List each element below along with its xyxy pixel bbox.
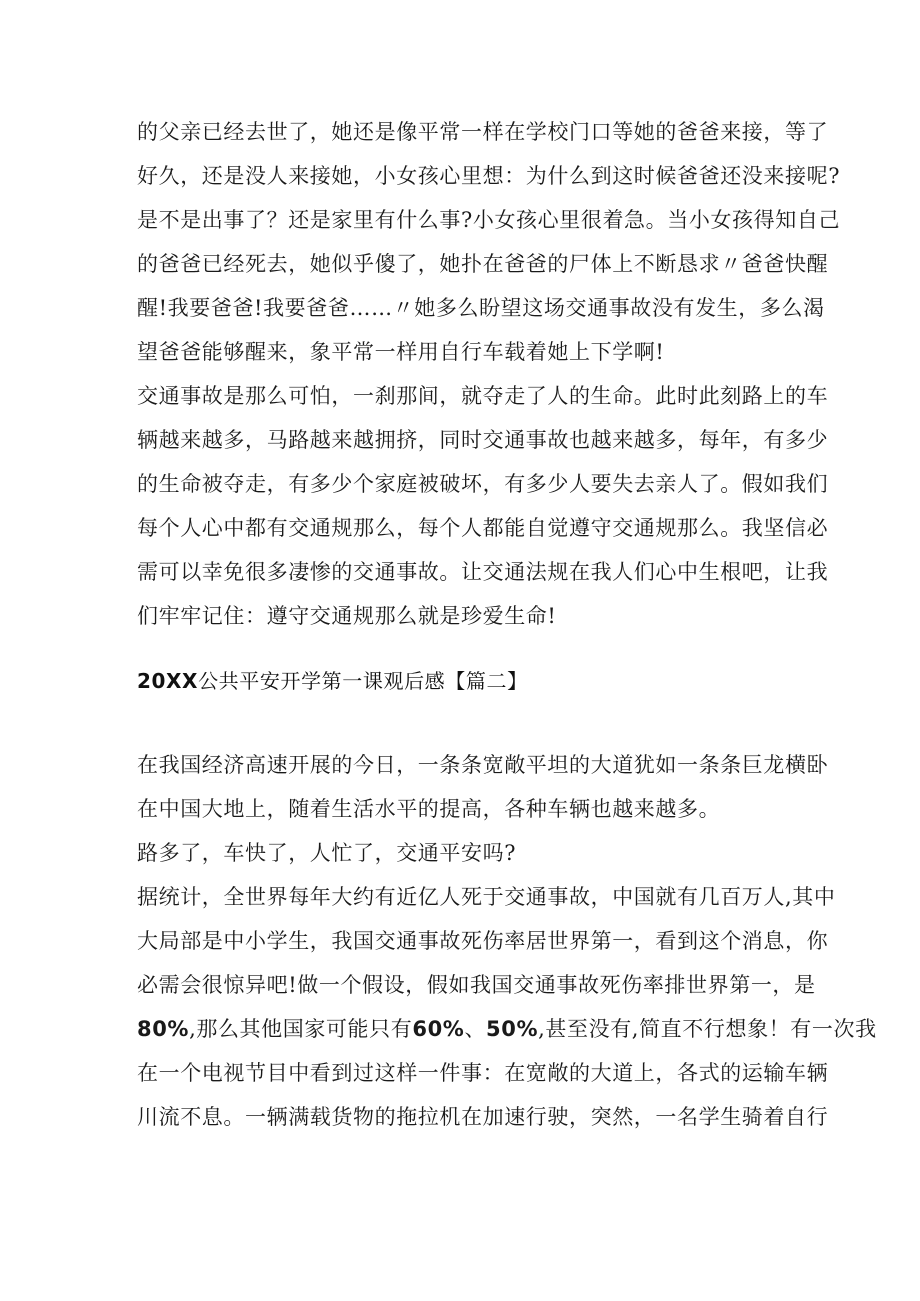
stat-percent-80: 80% (137, 1017, 190, 1041)
paragraph-3-line: 在我国经济高速开展的今日，一条条宽敞平坦的大道犹如一条条巨龙横卧 (137, 753, 829, 777)
paragraph-3-line: 在中国大地上，随着生活水平的提高，各种车辆也越来越多。 (137, 797, 721, 821)
stat-percent-60: 60% (412, 1017, 465, 1041)
paragraph-1-line: 好久，还是没人来接她，小女孩心里想：为什么到这时候爸爸还没来接呢? (137, 164, 841, 188)
paragraph-2-line: 们牢牢记住：遵守交通规那么就是珍爱生命! (137, 604, 557, 628)
paragraph-5-line: 在一个电视节目中看到过这样一件事：在宽敞的大道上，各式的运输车辆 (137, 1061, 829, 1085)
heading-year: 20XX (137, 669, 199, 693)
paragraph-5-line: 据统计，全世界每年大约有近亿人死于交通事故，中国就有几百万人,其中 (137, 885, 836, 909)
section-heading (137, 666, 797, 696)
paragraph-2-line: 的生命被夺走，有多少个家庭被破坏，有多少人要失去亲人了。假如我们 (137, 472, 829, 496)
paragraph-1-line: 的父亲已经去世了，她还是像平常一样在学校门口等她的爸爸来接，等了 (137, 120, 829, 144)
stat-separator: 、 (464, 1017, 487, 1041)
paragraph-2-line: 交通事故是那么可怕，一刹那间，就夺走了人的生命。此时此刻路上的车 (137, 384, 829, 408)
stat-text: ,甚至没有,简直不行想象！有一次我 (538, 1017, 877, 1041)
stat-text: ,那么其他国家可能只有 (189, 1017, 413, 1041)
paragraph-2-line: 需可以幸免很多凄惨的交通事故。让交通法规在我人们心中生根吧，让我 (137, 560, 829, 584)
heading-title: 公共平安开学第一课观后感【篇二】 (198, 669, 528, 693)
stat-percent-50: 50% (486, 1017, 539, 1041)
paragraph-1-line: 望爸爸能够醒来，象平常一样用自行车载着她上下学啊! (137, 340, 665, 364)
paragraph-2-line: 辆越来越多，马路越来越拥挤，同时交通事故也越来越多，每年，有多少 (137, 428, 829, 452)
paragraph-1-line: 的爸爸已经死去，她似乎傻了，她扑在爸爸的尸体上不断恳求〃爸爸快醒 (137, 252, 829, 276)
paragraph-4-line: 路多了，车快了，人忙了，交通平安吗? (137, 841, 517, 865)
paragraph-5-stat-line (137, 1014, 877, 1044)
paragraph-2-line: 每个人心中都有交通规那么，每个人都能自觉遵守交通规那么。我坚信必 (137, 516, 829, 540)
paragraph-5-line: 大局部是中小学生，我国交通事故死伤率居世界第一，看到这个消息，你 (137, 929, 829, 953)
paragraph-1-line: 是不是出事了？还是家里有什么事?小女孩心里很着急。当小女孩得知自己 (137, 208, 841, 232)
paragraph-5-line: 川流不息。一辆满载货物的拖拉机在加速行驶，突然，一名学生骑着自行 (137, 1105, 829, 1129)
paragraph-5-line: 必需会很惊异吧!做一个假设，假如我国交通事故死伤率排世界第一，是 (137, 973, 816, 997)
paragraph-1-line: 醒!我要爸爸!我要爸爸……〃她多么盼望这场交通事故没有发生，多么渴 (137, 296, 825, 320)
